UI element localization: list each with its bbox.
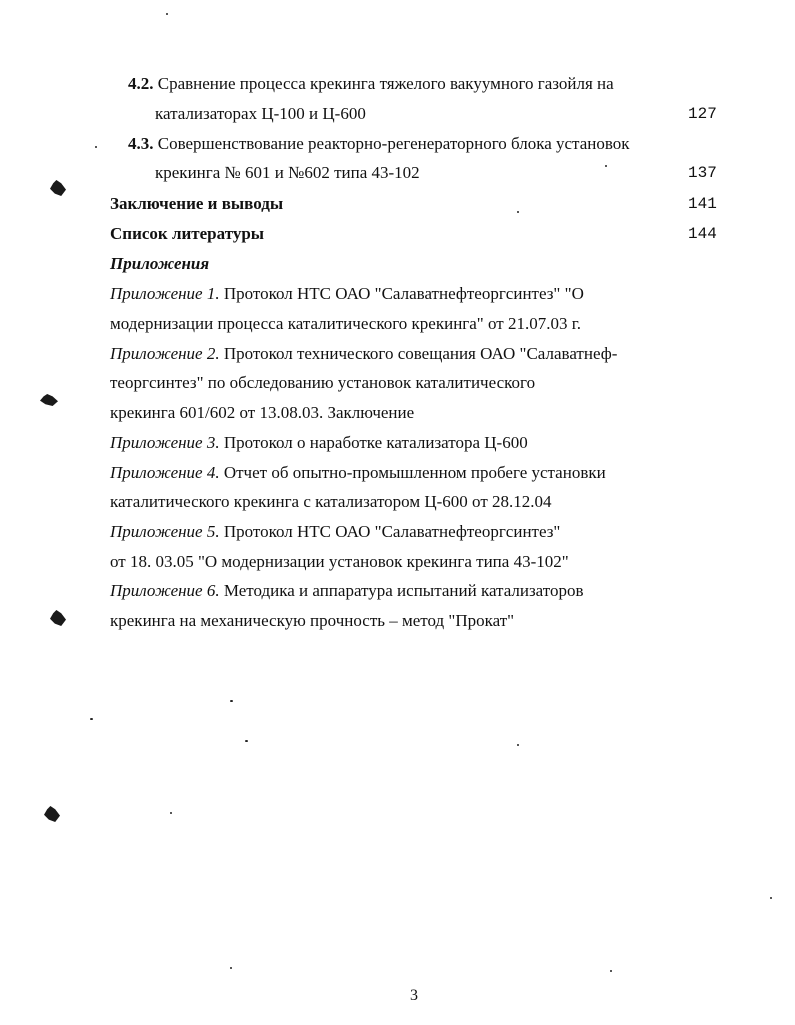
appendix-6-line2: крекинга на механическую прочность – метод "Прокат" xyxy=(110,611,515,630)
scan-speck xyxy=(770,897,772,899)
appendices-heading: Приложения xyxy=(110,254,210,273)
appendix-5-line2: от 18. 03.05 "О модернизации установок крекинга типа 43-102" xyxy=(110,552,569,571)
scan-speck xyxy=(90,718,93,720)
scan-speck xyxy=(245,740,248,742)
appendix-5-line1: Приложение 5. Протокол НТС ОАО "Салаватнефтеоргсинтез" xyxy=(110,522,561,541)
toc-4-2-number: 4.2. xyxy=(128,74,154,93)
scan-blot xyxy=(40,394,58,406)
appendix-5-label: Приложение 5. xyxy=(110,522,220,541)
toc-conclusions-page: 141 xyxy=(688,195,717,213)
appendix-6-label: Приложение 6. xyxy=(110,581,220,600)
scan-blot xyxy=(50,610,66,626)
toc-conclusions: Заключение и выводы xyxy=(110,194,284,213)
toc-4-2-line1: 4.2. Сравнение процесса крекинга тяжелого вакуумного газойля на xyxy=(128,74,614,93)
appendix-2-line2: теоргсинтез" по обследованию установок каталитического xyxy=(110,373,536,392)
scan-speck xyxy=(170,812,172,814)
toc-references-page: 144 xyxy=(688,225,717,243)
toc-4-3-line2: крекинга № 601 и №602 типа 43-102 xyxy=(155,163,420,182)
page-number: 3 xyxy=(410,987,418,1004)
appendix-1-line1: Приложение 1. Протокол НТС ОАО "Салаватнефтеоргсинтез" "О xyxy=(110,284,584,303)
scan-speck xyxy=(95,146,97,148)
toc-4-2-line2: катализаторах Ц-100 и Ц-600 xyxy=(155,104,366,123)
appendix-6-line1: Приложение 6. Методика и аппаратура испытаний катализаторов xyxy=(110,581,584,600)
scan-speck xyxy=(517,744,519,746)
appendix-2-label: Приложение 2. xyxy=(110,344,220,363)
appendix-2-line3: крекинга 601/602 от 13.08.03. Заключение xyxy=(110,403,415,422)
toc-4-3-line1: 4.3. Совершенствование реакторно-регенераторного блока установок xyxy=(128,134,630,153)
scan-speck xyxy=(166,13,168,15)
toc-references: Список литературы xyxy=(110,224,265,243)
scan-blot xyxy=(44,806,60,822)
scan-speck xyxy=(230,700,233,702)
appendix-1-line2: модернизации процесса каталитического крекинга" от 21.07.03 г. xyxy=(110,314,582,333)
scan-speck xyxy=(230,967,232,969)
appendix-4-line1: Приложение 4. Отчет об опытно-промышленном пробеге установки xyxy=(110,463,606,482)
scan-speck xyxy=(610,970,612,972)
appendix-3-label: Приложение 3. xyxy=(110,433,220,452)
scan-speck xyxy=(605,165,607,167)
toc-4-3-page: 137 xyxy=(688,164,717,182)
appendix-4-label: Приложение 4. xyxy=(110,463,220,482)
appendix-3-line1: Приложение 3. Протокол о наработке катализатора Ц-600 xyxy=(110,433,528,452)
appendix-4-line2: каталитического крекинга с катализатором Ц-600 от 28.12.04 xyxy=(110,492,552,511)
appendix-2-line1: Приложение 2. Протокол технического совещания ОАО "Салаватнеф- xyxy=(110,344,618,363)
toc-4-3-number: 4.3. xyxy=(128,134,154,153)
appendix-1-label: Приложение 1. xyxy=(110,284,220,303)
toc-4-2-page: 127 xyxy=(688,105,717,123)
scan-blot xyxy=(50,180,66,196)
scan-speck xyxy=(517,211,519,213)
